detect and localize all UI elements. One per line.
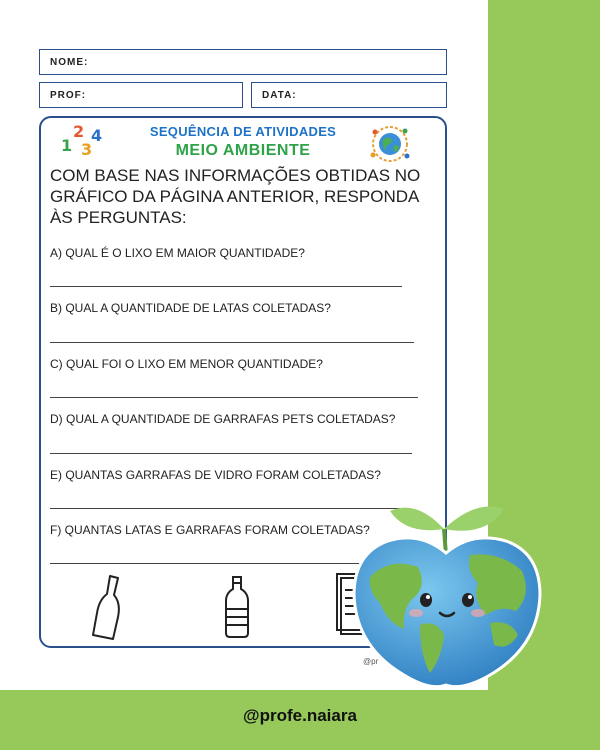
question-a: A) QUAL É O LIXO EM MAIOR QUANTIDADE? xyxy=(50,246,305,260)
number-2: 2 xyxy=(73,122,85,141)
glass-bottle-icon xyxy=(87,573,127,643)
answer-line-b[interactable] xyxy=(50,342,414,343)
name-field[interactable]: NOME: xyxy=(39,49,447,75)
pet-bottle-icon xyxy=(222,575,252,639)
question-c: C) QUAL FOI O LIXO EM MENOR QUANTIDADE? xyxy=(50,357,323,371)
answer-line-f[interactable] xyxy=(50,563,365,564)
question-b: B) QUAL A QUANTIDADE DE LATAS COLETADAS? xyxy=(50,301,331,315)
activity-subtitle: MEIO AMBIENTE xyxy=(175,142,311,159)
globe-icon xyxy=(367,122,413,164)
number-4: 4 xyxy=(91,126,103,145)
credit-text: @pr xyxy=(363,657,379,666)
question-d: D) QUAL A QUANTIDADE DE GARRAFAS PETS COLETADAS? xyxy=(50,412,396,426)
teacher-field[interactable]: PROF: xyxy=(39,82,243,108)
earth-mascot-icon xyxy=(350,495,544,695)
activity-title: SEQUÊNCIA DE ATIVIDADES xyxy=(149,124,337,139)
number-1: 1 xyxy=(61,136,73,155)
footer-handle: @profe.naiara xyxy=(243,706,357,725)
number-3: 3 xyxy=(81,140,93,159)
question-e: E) QUANTAS GARRAFAS DE VIDRO FORAM COLETADAS? xyxy=(50,468,381,482)
question-f: F) QUANTAS LATAS E GARRAFAS FORAM COLETADAS? xyxy=(50,523,370,537)
answer-line-c[interactable] xyxy=(50,397,418,398)
date-field[interactable]: DATA: xyxy=(251,82,447,108)
instructions-text: COM BASE NAS INFORMAÇÕES OBTIDAS NO GRÁFICO DA PÁGINA ANTERIOR, RESPONDA ÀS PERGUNTAS: xyxy=(50,166,421,227)
answer-line-a[interactable] xyxy=(50,286,402,287)
answer-line-d[interactable] xyxy=(50,453,412,454)
